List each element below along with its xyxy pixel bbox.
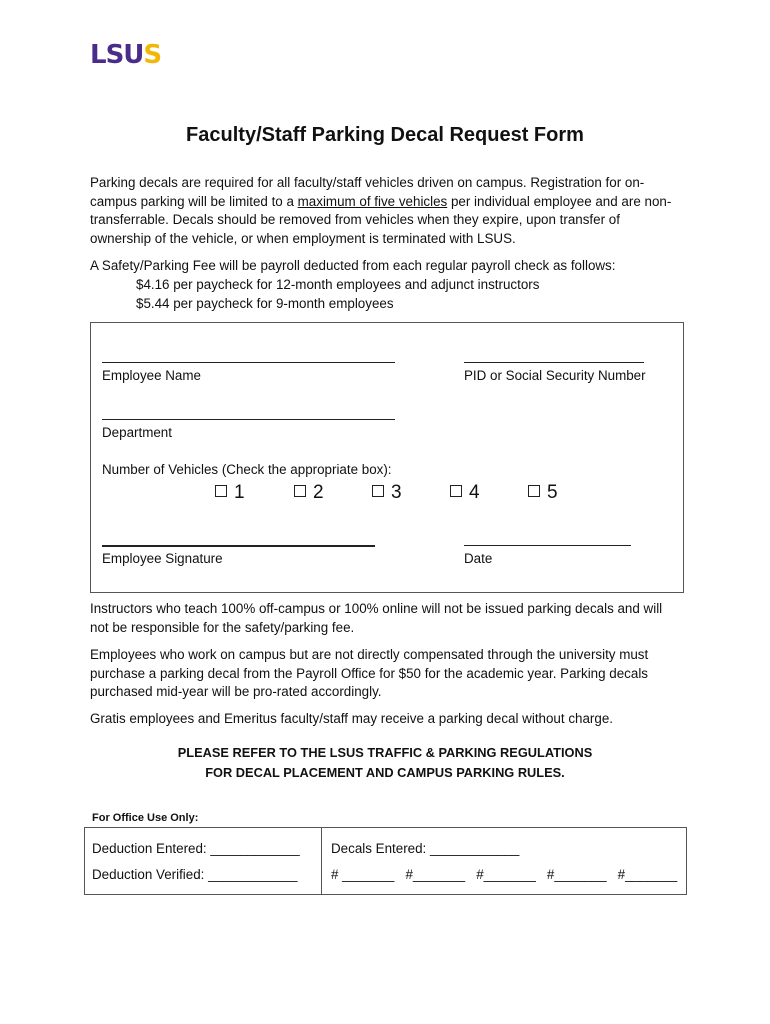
vehicle-checkbox-3[interactable]: 3 [372, 481, 402, 505]
vehicles-label: Number of Vehicles (Check the appropriate box): [102, 462, 392, 477]
date-label: Date [464, 551, 493, 566]
vehicle-checkbox-2[interactable]: 2 [294, 481, 324, 505]
deduction-entered: Deduction Entered: ____________ [92, 841, 300, 856]
pid-label: PID or Social Security Number [464, 368, 646, 383]
checkbox-icon [372, 485, 384, 497]
fee-12-month: $4.16 per paycheck for 12-month employees and adjunct instructors [136, 277, 540, 292]
vehicle-checkbox-5[interactable]: 5 [528, 481, 558, 505]
decals-entered: Decals Entered: ____________ [331, 841, 520, 856]
office-use-label: For Office Use Only: [92, 812, 199, 824]
checkbox-icon [294, 485, 306, 497]
vehicle-checkboxes [0, 481, 770, 505]
employee-name-field[interactable] [102, 362, 395, 363]
employees-note: Employees who work on campus but are not directly compensated through the university must purchase a parking decal from the Payroll Office for $50 for the academic year. Parking decals purchased mid-year will be pro-rated accordingly. [90, 647, 649, 699]
employee-name-label: Employee Name [102, 368, 201, 383]
office-table-divider [321, 828, 322, 894]
checkbox-icon [450, 485, 462, 497]
vehicle-checkbox-1[interactable]: 1 [215, 481, 245, 505]
page-title: Faculty/Staff Parking Decal Request Form [186, 124, 584, 146]
checkbox-icon [215, 485, 227, 497]
checkbox-icon [528, 485, 540, 497]
logo-text-s: S [143, 40, 162, 70]
department-label: Department [102, 425, 172, 440]
fee-intro: A Safety/Parking Fee will be payroll deducted from each regular payroll check as follows: [90, 258, 616, 273]
date-field[interactable] [464, 545, 631, 546]
signature-field[interactable] [102, 545, 375, 547]
refer-line-1: PLEASE REFER TO THE LSUS TRAFFIC & PARKING REGULATIONS [177, 745, 593, 760]
instructors-note: Instructors who teach 100% off-campus or 100% online will not be issued parking decals and will not be responsible for the safety/parking fee. [90, 601, 663, 635]
gratis-note: Gratis employees and Emeritus faculty/staff may receive a parking decal without charge. [90, 711, 613, 726]
max-vehicles-underline: maximum of five vehicles [297, 193, 448, 209]
fee-9-month: $5.44 per paycheck for 9-month employees [136, 296, 394, 311]
pid-field[interactable] [464, 362, 644, 363]
office-use-table [84, 827, 687, 895]
logo-text-lsu: LSU [90, 40, 144, 70]
signature-label: Employee Signature [102, 551, 223, 566]
refer-line-2: FOR DECAL PLACEMENT AND CAMPUS PARKING RULES. [205, 765, 565, 780]
vehicle-checkbox-4[interactable]: 4 [450, 481, 480, 505]
intro-paragraph: Parking decals are required for all faculty/staff vehicles driven on campus. Registration for on-campus parking will be limited to a maximum of five vehicles per individual employee and are non-transferrable. Decals should be removed from vehicles when they expire, upon transfer of ownership of the vehicle, or when employment is terminated with LSUS. [90, 175, 672, 246]
deduction-verified: Deduction Verified: ____________ [92, 867, 298, 882]
decal-numbers: # _______ #_______ #_______ #_______ #_______ [331, 867, 678, 882]
lsus-logo [90, 40, 161, 70]
department-field[interactable] [102, 419, 395, 420]
